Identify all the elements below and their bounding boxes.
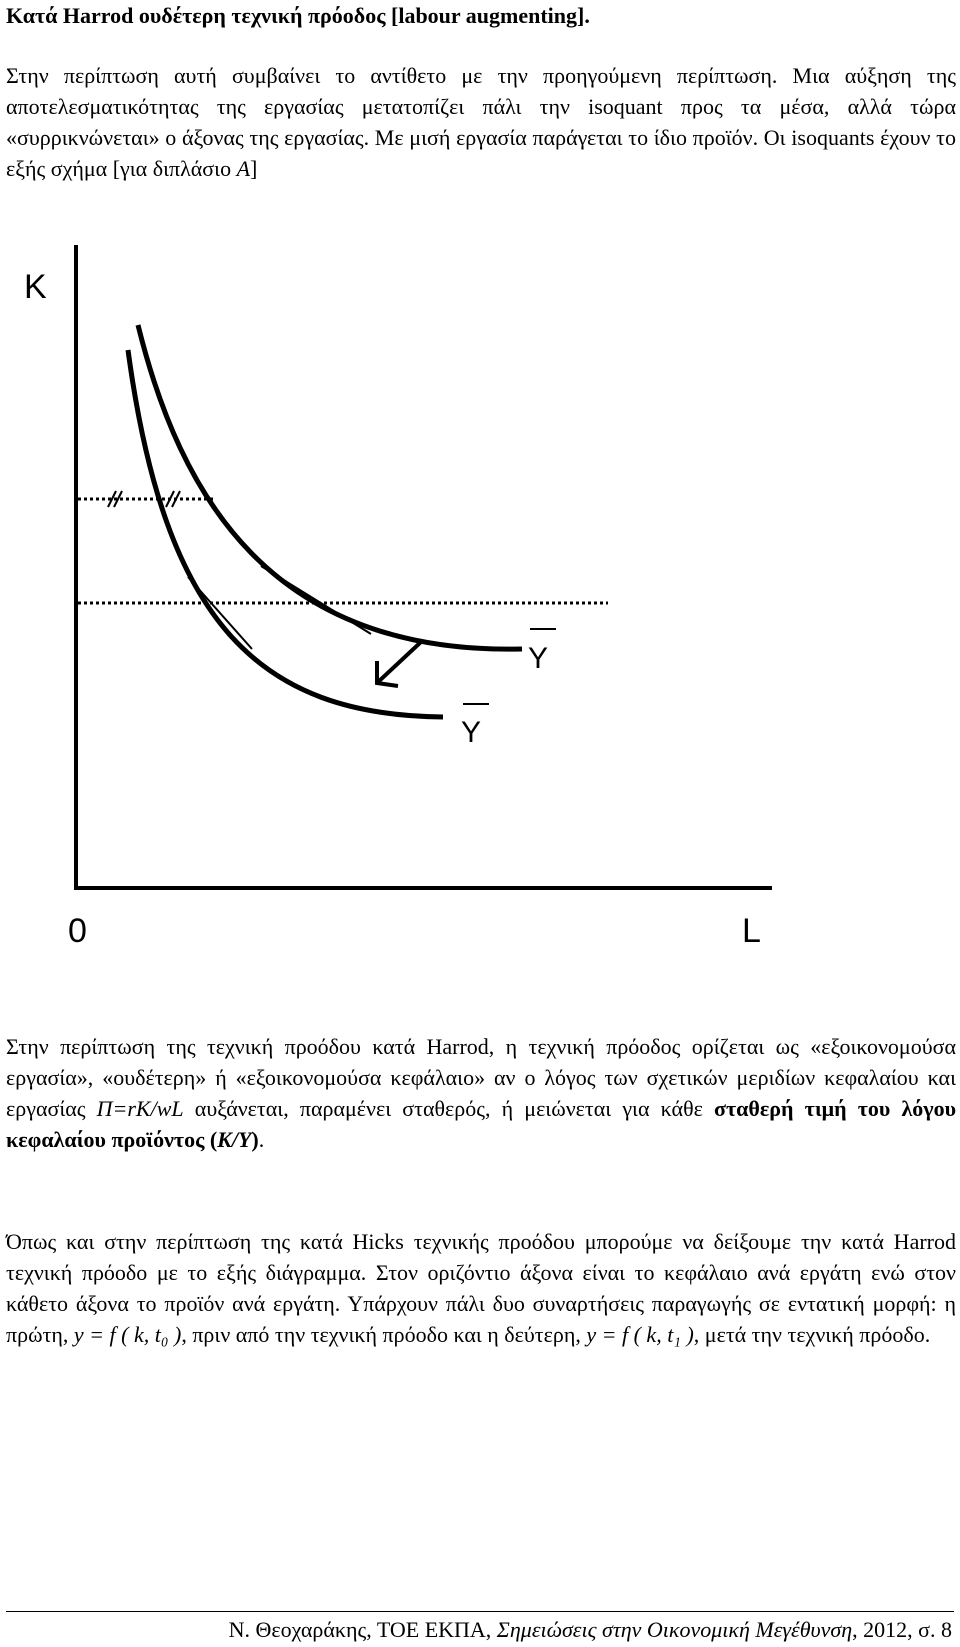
y-axis-label: K: [24, 268, 47, 306]
tangent-line-upper: [261, 566, 371, 634]
diagram-paragraph: [6, 1226, 956, 1350]
footer-title: Σημειώσεις στην Οικονομική Μεγέθυνση: [496, 1617, 853, 1642]
share-ratio: Π=rK/wL: [96, 1096, 184, 1121]
isoquant-upper: [138, 325, 522, 649]
shift-arrow: [377, 641, 422, 683]
diagram-text-3: , μετά την τεχνική πρόοδο.: [693, 1322, 931, 1347]
x-axis-label: L: [742, 912, 761, 950]
page-footer: [229, 1616, 952, 1644]
diagram-text-1: Όπως και στην περίπτωση της κατά Hicks τεχνικής προόδου μπορούμε να δείξουμε την κατά Harrod τεχνική πρόοδο με το εξής διάγραμμα. Στον οριζόντιο άξονα είναι το κεφάλαιο ανά εργάτη ενώ στον κάθετο άξονα το προϊόν ανά εργάτη. Υπάρχουν πάλι δυο συναρτήσεις παραγωγής σε εντατική μορφή: η πρώτη,: [6, 1229, 956, 1347]
harrod-text-2: αυξάνεται, παραμένει σταθερός, ή μειώνεται για κάθε: [183, 1096, 714, 1121]
intro-paragraph: [6, 60, 956, 184]
intro-variable: A: [236, 156, 251, 181]
footer-author: Ν. Θεοχαράκης, ΤΟΕ ΕΚΠΑ,: [228, 1617, 497, 1642]
intro-text: Στην περίπτωση αυτή συμβαίνει το αντίθετο με την προηγούμενη περίπτωση. Μια αύξηση της αποτελεσματικότητας της εργασίας μετατοπίζει πάλι την isoquant προς τα μέσα, αλλά τώρα «συρρικνώνεται» ο άξονας της εργασίας. Με μισή εργασία παράγεται το ίδιο προϊόν. Οι isoquants έχουν το εξής σχήμα [για διπλάσιο: [6, 63, 956, 181]
footer-divider: [6, 1611, 954, 1612]
curve-upper-label: Y: [528, 642, 549, 675]
origin-label: 0: [68, 912, 87, 950]
formula-before: y = f ( k, t₀ ): [73, 1322, 182, 1347]
isoquant-figure: [0, 245, 960, 1005]
isoquant-diagram: [0, 245, 960, 1005]
capital-output-ratio: K/Y: [217, 1127, 252, 1152]
harrod-bold-text: σταθερή τιμή του λόγου κεφαλαίου προϊόντος (K/Y): [6, 1096, 956, 1152]
diagram-text-2: , πριν από την τεχνική πρόοδο και η δεύτερη,: [181, 1322, 587, 1347]
harrod-text-1: Στην περίπτωση της τεχνική προόδου κατά Harrod, η τεχνική πρόοδος ορίζεται ως «εξοικονομούσα εργασία», «ουδέτερη» ή «εξοικονομούσα κεφάλαιο» αν ο λόγος των σχετικών μεριδίων κεφαλαίου και εργασίας: [6, 1034, 956, 1121]
tangent-line-lower: [188, 577, 252, 649]
harrod-definition-paragraph: [6, 1031, 956, 1155]
footer-page: , 2012, σ. 8: [852, 1617, 952, 1642]
harrod-end: .: [258, 1127, 265, 1152]
section-heading: Κατά Harrod ουδέτερη τεχνική πρόοδος [labour augmenting].: [6, 3, 590, 28]
intro-end: ]: [250, 156, 258, 181]
isoquant-lower: [128, 350, 443, 717]
formula-after: y = f ( k, t₁ ): [586, 1322, 694, 1347]
curve-lower-label: Y: [461, 716, 482, 749]
